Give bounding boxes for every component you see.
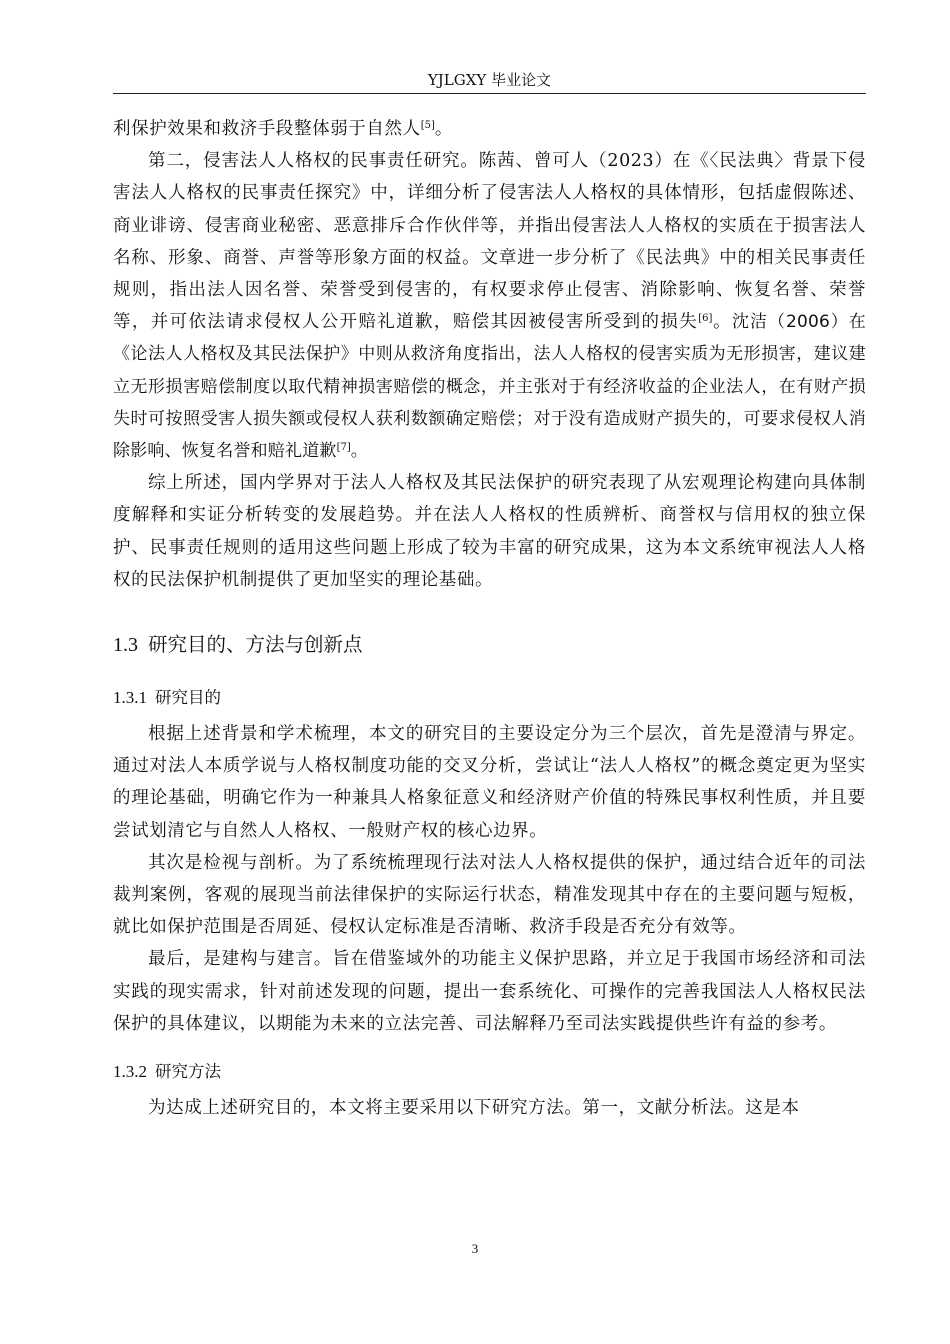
paragraph-purpose-1: 根据上述背景和学术梳理，本文的研究目的主要设定分为三个层次，首先是澄清与界定。通过对法人本质学说与人格权制度功能的交叉分析，尝试让“法人人格权”的概念奠定更为坚实的理论基础，明确它作为一种兼具人格象征意义和经济财产价值的特殊民事权利性质，并且要尝试划清它与自然人人格权、一般财产权的核心边界。 <box>113 724 866 841</box>
paragraph-liability-research: 第二，侵害法人人格权的民事责任研究。陈茜、曾可人（2023）在《〈民法典〉背景下侵害法人人格权的民事责任探究》中，详细分析了侵害法人人格权的具体情形，包括虚假陈述、商业诽谤、侵害商业秘密、恶意排斥合作伙伴等，并指出侵害法人人格权的实质在于损害法人名称、形象、商誉、声誉等形象方面的权益。文章进一步分析了《民法典》中的相关民事责任规则，指出法人因名誉、荣誉受到侵害的，有权要求停止侵害、消除影响、恢复名誉、荣誉等，并可依法请求侵权人公开赔礼道歉，赔偿其因被侵害所受到的损失[6]。沈洁（2006）在《论法人人格权及其民法保护》中则从救济角度指出，法人人格权的侵害实质为无形损害，建议建立无形损害赔偿制度以取代精神损害赔偿的概念，并主张对于有经济收益的企业法人，在有财产损失时可按照受害人损失额或侵权人获利数额确定赔偿；对于没有造成财产损失的，可要求侵权人消除影响、恢复名誉和赔礼道歉[7]。 <box>113 151 866 462</box>
paragraph-continuation: 利保护效果和救济手段整体弱于自然人[5]。 <box>113 119 453 139</box>
paragraph-purpose-3: 最后，是建构与建言。旨在借鉴域外的功能主义保护思路，并立足于我国市场经济和司法实践的现实需求，针对前述发现的问题，提出一套系统化、可操作的完善我国法人人格权民法保护的具体建议，以期能为未来的立法完善、司法解释乃至司法实践提供些许有益的参考。 <box>113 949 866 1034</box>
running-header: YJLGXY 毕业论文 <box>427 71 552 89</box>
header-rule <box>113 93 866 94</box>
section-heading-1-3: 1.3 研究目的、方法与创新点 <box>113 633 363 657</box>
paragraph-summary: 综上所述，国内学界对于法人人格权及其民法保护的研究表现了从宏观理论构建向具体制度解释和实证分析转变的发展趋势。并在法人人格权的性质辨析、商誉权与信用权的独立保护、民事责任规则的适用这些问题上形成了较为丰富的研究成果，这为本文系统审视法人人格权的民法保护机制提供了更加坚实的理论基础。 <box>113 473 866 590</box>
page-number: 3 <box>471 1241 479 1256</box>
paragraph-purpose-2: 其次是检视与剖析。为了系统梳理现行法对法人人格权提供的保护，通过结合近年的司法裁判案例，客观的展现当前法律保护的实际运行状态，精准发现其中存在的主要问题与短板，就比如保护范围是否周延、侵权认定标准是否清晰、救济手段是否充分有效等。 <box>113 852 866 938</box>
citation-ref: [6] <box>698 313 713 325</box>
subsection-heading-1-3-2: 1.3.2 研究方法 <box>113 1062 221 1082</box>
document-body <box>113 113 866 1124</box>
citation-ref: [5] <box>420 120 435 131</box>
quoted-review-shen-jie: 沈洁（2006）在《论法人人格权及其民法保护》中则从救济角度指出，法人人格权的侵害实质为无形损害，建议建立无形损害赔偿制度以取代精神损害赔偿的概念，并主张对于有经济收益的企业法人，在有财产损失时可按照受害人损失额或侵权人获利数额确定赔偿；对于没有造成财产损失的，可要求侵权人消除影响、恢复名誉和赔礼道歉 <box>113 312 866 462</box>
paragraph-methods-1: 为达成上述研究目的，本文将主要采用以下研究方法。第一，文献分析法。这是本 <box>148 1098 800 1119</box>
subsection-heading-1-3-1: 1.3.1 研究目的 <box>113 688 221 708</box>
citation-ref: [7] <box>336 442 351 454</box>
